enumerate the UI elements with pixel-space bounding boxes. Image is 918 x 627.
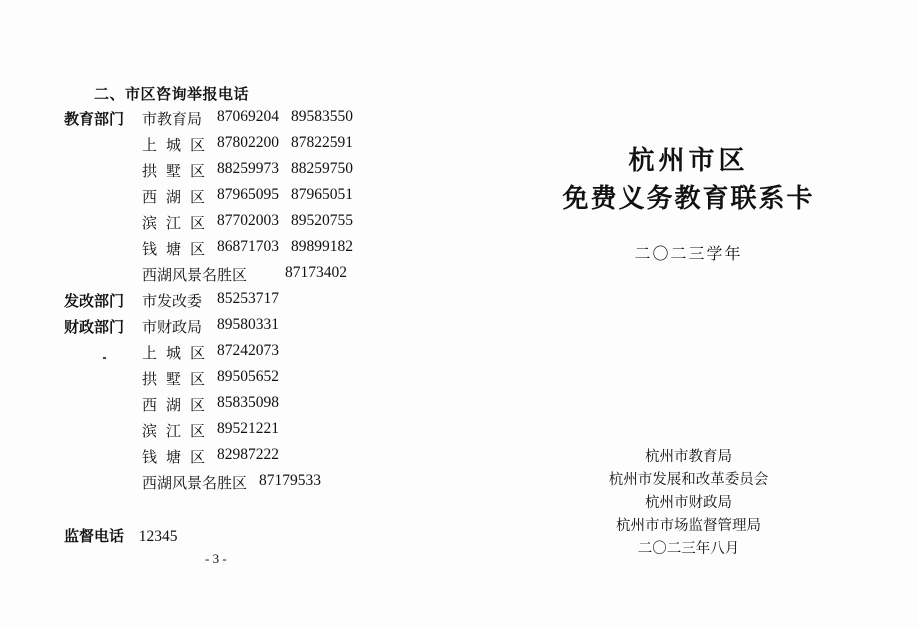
issuer-block — [459, 446, 918, 561]
office-name: 拱墅区 — [142, 162, 215, 180]
department-label: 教育部门 — [64, 110, 125, 128]
phone-number: 89520755 — [291, 212, 353, 229]
phone-number: 87822591 — [291, 134, 353, 151]
department-label: 财政部门 — [64, 318, 125, 336]
office-name: 上城区 — [142, 344, 215, 362]
phone-number: 89580331 — [217, 316, 279, 333]
office-name: 上城区 — [142, 136, 215, 154]
phone-number: 89583550 — [291, 108, 353, 125]
phone-number: 88259750 — [291, 160, 353, 177]
office-name: 钱塘区 — [142, 240, 215, 258]
office-name: 西湖风景名胜区 — [142, 266, 248, 284]
issuer-line: 杭州市市场监督管理局 — [616, 518, 761, 534]
phone-number: 82987222 — [217, 446, 279, 463]
phone-number: 87069204 — [217, 108, 279, 125]
issuer-line: 杭州市教育局 — [645, 449, 732, 465]
office-name: 钱塘区 — [142, 448, 215, 466]
phone-number: 87802200 — [217, 134, 279, 151]
office-name: 滨江区 — [142, 422, 215, 440]
office-name: 市财政局 — [142, 318, 203, 336]
supervision-line — [64, 525, 178, 546]
office-name: 滨江区 — [142, 214, 215, 232]
phone-number: 87173402 — [285, 264, 347, 281]
office-name: 西湖风景名胜区 — [142, 474, 248, 492]
phone-number: 87242073 — [217, 342, 279, 359]
page-number: - 3 - — [205, 551, 227, 566]
stray-mark — [103, 357, 106, 359]
section-heading: 二、市区咨询举报电话 — [94, 85, 250, 103]
phone-number: 89521221 — [217, 420, 279, 437]
issuer-line: 杭州市发展和改革委员会 — [608, 472, 769, 488]
phone-number: 87179533 — [259, 472, 321, 489]
school-year: 二〇二三学年 — [634, 244, 743, 263]
phone-number: 87965095 — [217, 186, 279, 203]
issuer-line: 杭州市财政局 — [645, 495, 732, 511]
office-name: 西湖区 — [142, 188, 215, 206]
supervision-label: 监督电话 — [64, 527, 125, 545]
phone-number: 86871703 — [217, 238, 279, 255]
right-page — [459, 0, 918, 627]
phone-number: 89899182 — [291, 238, 353, 255]
phone-number: 88259973 — [217, 160, 279, 177]
phone-number: 87965051 — [291, 186, 353, 203]
card-title-line1: 杭州市区 — [628, 146, 749, 176]
issue-date: 二〇二三年八月 — [637, 541, 740, 557]
supervision-number: 12345 — [138, 528, 178, 545]
office-name: 拱墅区 — [142, 370, 215, 388]
card-title-line2: 免费义务教育联系卡 — [562, 184, 815, 214]
department-label: 发改部门 — [64, 292, 125, 310]
phone-number: 85253717 — [217, 290, 279, 307]
office-name: 西湖区 — [142, 396, 215, 414]
phone-number: 87702003 — [217, 212, 279, 229]
office-name: 市发改委 — [142, 292, 203, 310]
phone-number: 89505652 — [217, 368, 279, 385]
office-name: 市教育局 — [142, 110, 203, 128]
phone-number: 85835098 — [217, 394, 279, 411]
